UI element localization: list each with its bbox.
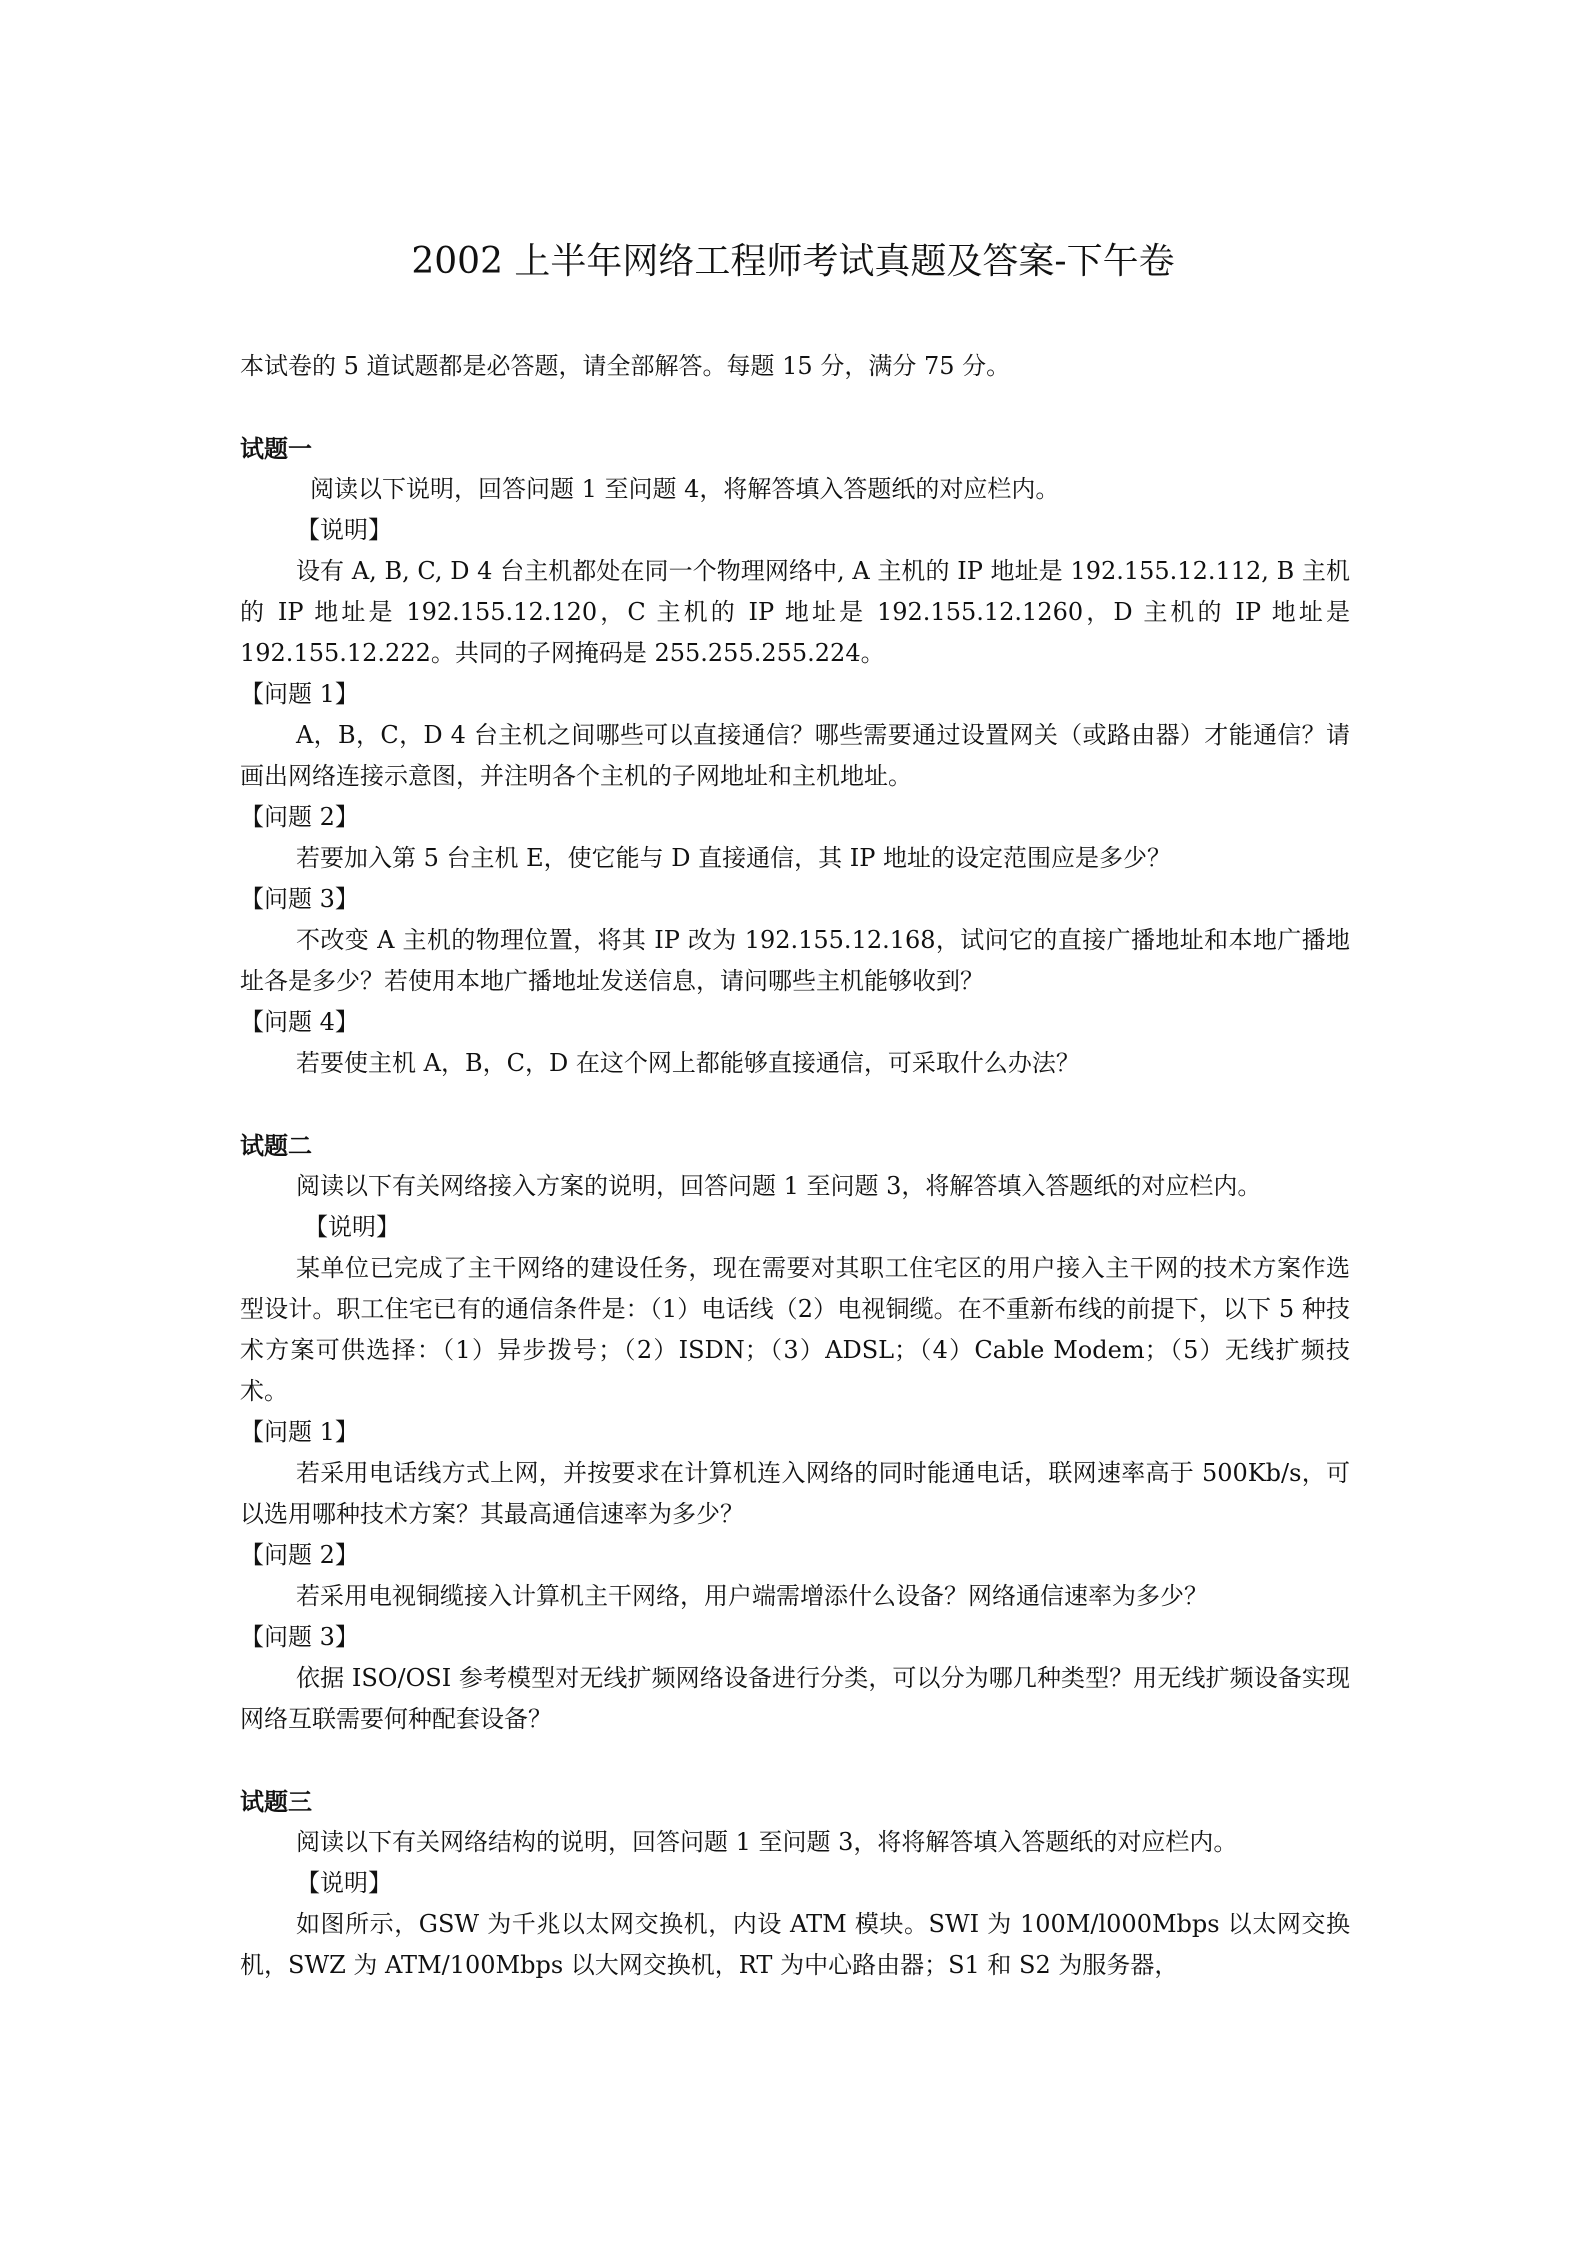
question-2-part-2-label: 【问题 2】 (240, 1541, 359, 1569)
question-1-part-4-label: 【问题 4】 (240, 1008, 359, 1036)
question-1-note: 设有 A, B, C, D 4 台主机都处在同一个物理网络中, A 主机的 IP 地址是 192.155.12.112, B 主机的 IP 地址是 192.155.12.120，C 主机的 IP 地址是 192.155.12.1260，D 主机的 IP 地址是 192.155.12.222。共同的子网掩码是 255.255.255.224。 (240, 557, 1350, 667)
question-1-part-3: 不改变 A 主机的物理位置，将其 IP 改为 192.155.12.168，试问它的直接广播地址和本地广播地址各是多少？若使用本地广播地址发送信息，请问哪些主机能够收到？ (240, 926, 1350, 995)
question-1-part-4: 若要使主机 A，B，C，D 在这个网上都能够直接通信，可采取什么办法？ (296, 1049, 1080, 1077)
spacer (240, 387, 1350, 428)
question-1-part-3-label: 【问题 3】 (240, 885, 359, 913)
question-2-heading: 试题二 (240, 1131, 312, 1160)
question-2-part-1-label: 【问题 1】 (240, 1418, 359, 1446)
question-1-part-2: 若要加入第 5 台主机 E，使它能与 D 直接通信，其 IP 地址的设定范围应是多少？ (296, 844, 1172, 872)
question-1-note-label: 【说明】 (296, 516, 392, 544)
question-3-lead: 阅读以下有关网络结构的说明，回答问题 1 至问题 3，将将解答填入答题纸的对应栏内。 (296, 1828, 1238, 1856)
question-3-heading: 试题三 (240, 1787, 312, 1816)
question-3-note: 如图所示，GSW 为千兆以太网交换机，内设 ATM 模块。SWI 为 100M/l000Mbps 以太网交换机，SWZ 为 ATM/100Mbps 以大网交换机，RT 为中心路由器；S1 和 S2 为服务器， (240, 1910, 1350, 1979)
document-body (240, 346, 1350, 1986)
document-title: 2002 上半年网络工程师考试真题及答案-下午卷 (411, 241, 1175, 282)
question-3-note-label: 【说明】 (296, 1869, 392, 1897)
question-2-part-1: 若采用电话线方式上网，并按要求在计算机连入网络的同时能通电话，联网速率高于 500Kb/s，可以选用哪种技术方案？其最高通信速率为多少？ (240, 1459, 1350, 1528)
question-1-part-2-label: 【问题 2】 (240, 803, 359, 831)
question-2-note: 某单位已完成了主干网络的建设任务，现在需要对其职工住宅区的用户接入主干网的技术方案作选型设计。职工住宅已有的通信条件是：（1）电话线（2）电视铜缆。在不重新布线的前提下，以下 5 种技术方案可供选择：（1）异步拨号；（2）ISDN；（3）ADSL；（4）Cable Modem；（5）无线扩频技术。 (240, 1254, 1350, 1405)
question-1-lead: 阅读以下说明，回答问题 1 至问题 4，将解答填入答题纸的对应栏内。 (310, 475, 1060, 503)
question-1-heading: 试题一 (240, 434, 312, 463)
spacer (240, 1084, 1350, 1125)
question-1-part-1: A，B，C，D 4 台主机之间哪些可以直接通信？哪些需要通过设置网关（或路由器）才能通信？请画出网络连接示意图，并注明各个主机的子网地址和主机地址。 (240, 721, 1350, 790)
question-2-part-3: 依据 ISO/OSI 参考模型对无线扩频网络设备进行分类，可以分为哪几种类型？用无线扩频设备实现网络互联需要何种配套设备？ (240, 1664, 1350, 1733)
question-2-part-3-label: 【问题 3】 (240, 1623, 359, 1651)
question-2-lead: 阅读以下有关网络接入方案的说明，回答问题 1 至问题 3，将解答填入答题纸的对应栏内。 (296, 1172, 1262, 1200)
question-2-part-2: 若采用电视铜缆接入计算机主干网络，用户端需增添什么设备？网络通信速率为多少？ (296, 1582, 1208, 1610)
question-2-note-label: 【说明】 (304, 1213, 400, 1241)
exam-intro: 本试卷的 5 道试题都是必答题，请全部解答。每题 15 分，满分 75 分。 (240, 352, 1011, 380)
question-1-part-1-label: 【问题 1】 (240, 680, 359, 708)
spacer (240, 1740, 1350, 1781)
